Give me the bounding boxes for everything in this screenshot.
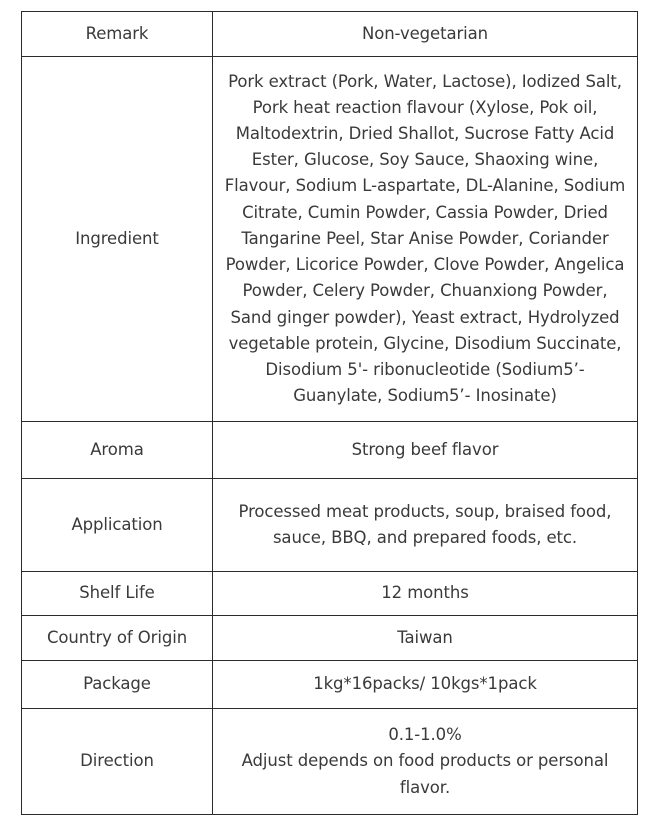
value-line: Non-vegetarian — [361, 23, 489, 43]
row-value — [213, 661, 638, 709]
row-label: Direction — [22, 709, 213, 815]
row-label: Remark — [22, 12, 213, 57]
value-line: sauce, BBQ, and prepared foods, etc. — [272, 528, 578, 547]
product-spec-table — [21, 11, 638, 815]
table-row-ingredient — [22, 57, 638, 422]
table-row-remark — [22, 12, 638, 57]
value-line: vegetable protein, Glycine, Disodium Succinate, — [228, 333, 622, 353]
value-line: 1kg*16packs/ 10kgs*1pack — [313, 674, 537, 694]
value-line: Sand ginger powder), Yeast extract, Hydrolyzed — [230, 307, 620, 327]
row-value — [213, 57, 638, 422]
row-label: Country of Origin — [22, 616, 213, 661]
row-label: Shelf Life — [22, 572, 213, 616]
value-line: Citrate, Cumin Powder, Cassia Powder, Dried — [242, 202, 608, 222]
table-row-aroma — [22, 422, 638, 479]
value-line: Processed meat products, soup, braised food, — [238, 501, 612, 521]
row-label: Ingredient — [22, 57, 213, 422]
row-value — [213, 12, 638, 57]
row-value — [213, 616, 638, 661]
value-line: Guanylate, Sodium5’- Inosinate) — [293, 386, 557, 406]
value-line: Powder, Licorice Powder, Clove Powder, Angelica — [225, 255, 625, 275]
value-line: 0.1-1.0% — [388, 725, 462, 745]
value-line: Disodium 5'- ribonucleotide (Sodium5’- — [265, 359, 585, 379]
value-line: Pork extract (Pork, Water, Lactose), Iodized Salt, — [228, 71, 622, 91]
value-line: Pork heat reaction flavour (Xylose, Pok oil, — [252, 97, 598, 117]
row-value — [213, 572, 638, 616]
value-line: 12 months — [381, 583, 469, 603]
value-line: flavor. — [399, 777, 451, 797]
table-row-shelf-life — [22, 572, 638, 616]
value-line: Powder, Celery Powder, Chuanxiong Powder, — [242, 281, 608, 301]
row-label: Package — [22, 661, 213, 709]
row-label: Application — [22, 479, 213, 572]
value-line: Flavour, Sodium L-aspartate, DL-Alanine, Sodium — [224, 176, 626, 196]
value-line: Adjust depends on food products or personal — [241, 751, 609, 771]
value-line: Maltodextrin, Dried Shallot, Sucrose Fatty Acid — [235, 124, 615, 144]
table-row-direction — [22, 709, 638, 815]
table-row-application — [22, 479, 638, 572]
row-label: Aroma — [22, 422, 213, 479]
table-row-package — [22, 661, 638, 709]
row-value — [213, 422, 638, 479]
table-row-country-of-origin — [22, 616, 638, 661]
value-line: Taiwan — [397, 627, 453, 647]
value-line: Ester, Glucose, Soy Sauce, Shaoxing wine, — [251, 150, 599, 170]
value-line: Tangarine Peel, Star Anise Powder, Coriander — [241, 228, 609, 248]
row-value — [213, 709, 638, 815]
value-line: Strong beef flavor — [351, 439, 499, 459]
row-value — [213, 479, 638, 572]
